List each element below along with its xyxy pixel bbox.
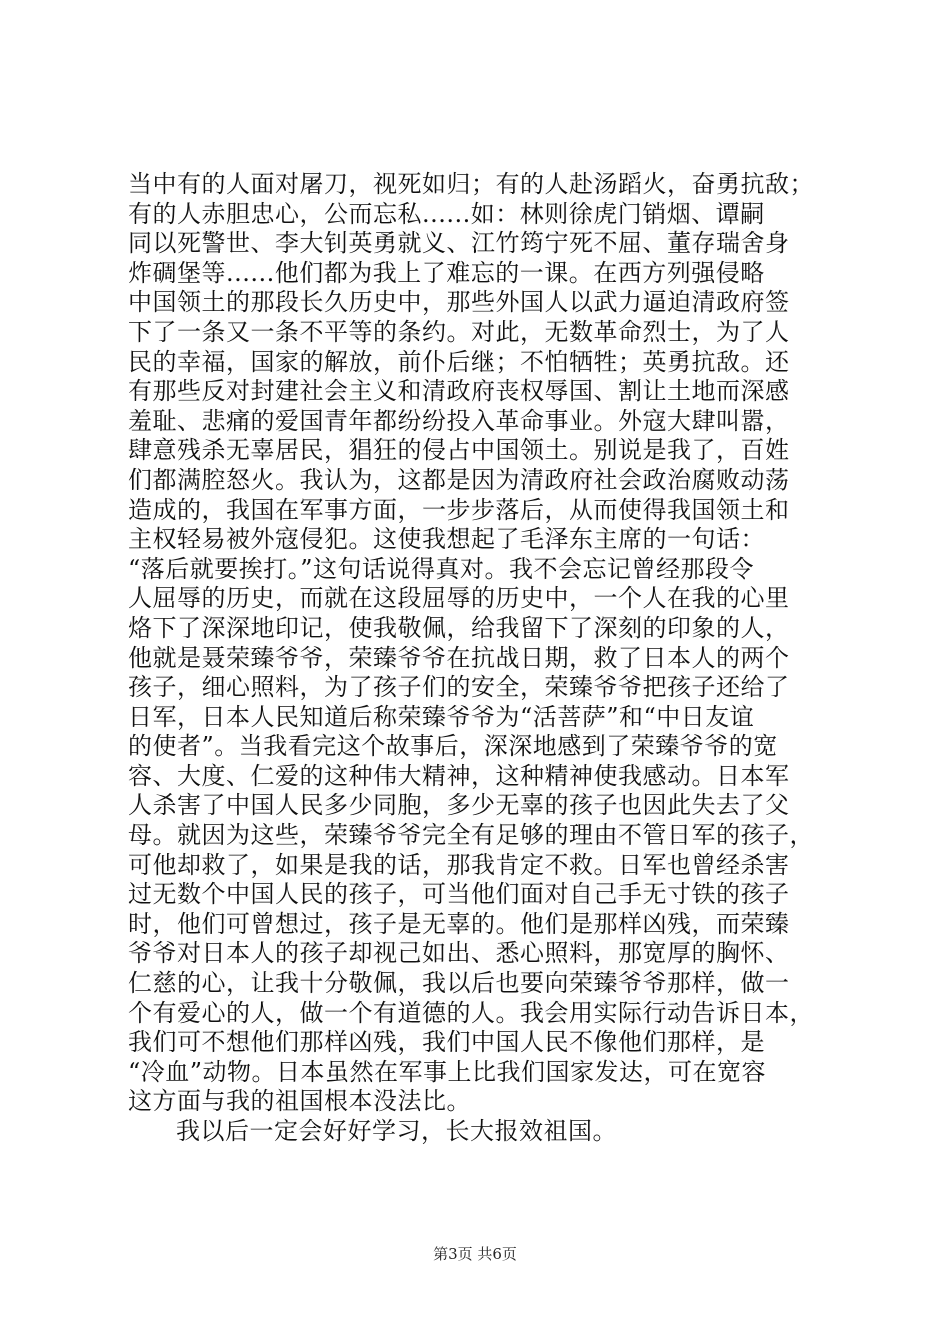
text-line: 羞耻、悲痛的爱国青年都纷纷投入革命事业。外寇大肆叫嚣，	[128, 406, 790, 435]
text-line: 们都满腔怒火。我认为，这都是因为清政府社会政治腐败动荡	[128, 465, 790, 494]
text-line: 有的人赤胆忠心，公而忘私......如：林则徐虎门销烟、谭嗣	[128, 199, 765, 228]
closing-paragraph: 我以后一定会好好学习，长大报效祖国。	[176, 1117, 617, 1145]
text-line: 他就是聂荣臻爷爷，荣臻爷爷在抗战日期，救了日本人的两个	[128, 643, 790, 672]
text-line: 主权轻易被外寇侵犯。这使我想起了毛泽东主席的一句话：	[128, 525, 765, 554]
text-line: 容、大度、仁爱的这种伟大精神，这种精神使我感动。日本军	[128, 761, 790, 790]
text-line: 民的幸福，国家的解放，前仆后继；不怕牺牲；英勇抗敌。还	[128, 347, 790, 376]
text-line: 的使者”。当我看完这个故事后，深深地感到了荣臻爷爷的宽	[128, 732, 778, 761]
text-line: “冷血”动物。日本虽然在军事上比我们国家发达，可在宽容	[128, 1057, 767, 1086]
text-line: 当中有的人面对屠刀，视死如归；有的人赴汤蹈火，奋勇抗敌；	[128, 170, 814, 198]
text-line: 日军，日本人民知道后称荣臻爷爷为“活菩萨”和“中日友谊	[128, 702, 755, 731]
text-line: 炸碉堡等......他们都为我上了难忘的一课。在西方列强侵略	[128, 258, 765, 287]
text-line: 人杀害了中国人民多少同胞，多少无辜的孩子也因此失去了父	[128, 791, 790, 820]
text-line: 个有爱心的人，做一个有道德的人。我会用实际行动告诉日本，	[128, 998, 814, 1027]
text-line: 有那些反对封建社会主义和清政府丧权辱国、割让土地而深感	[128, 377, 790, 406]
text-line: 同以死警世、李大钊英勇就义、江竹筠宁死不屈、董存瑞舍身	[128, 229, 790, 258]
text-line: 时，他们可曾想过，孩子是无辜的。他们是那样凶残，而荣臻	[128, 909, 790, 938]
text-line: 这方面与我的祖国根本没法比。	[128, 1087, 471, 1116]
text-line: 过无数个中国人民的孩子，可当他们面对自己手无寸铁的孩子	[128, 880, 790, 909]
text-line: 造成的，我国在军事方面，一步步落后，从而使得我国领土和	[128, 495, 790, 524]
text-line: “落后就要挨打。”这句话说得真对。我不会忘记曾经那段令	[128, 554, 755, 583]
body-text	[128, 170, 838, 1147]
text-line: 爷爷对日本人的孩子却视己如出、悉心照料，那宽厚的胸怀、	[128, 939, 790, 968]
page-number-footer: 第3页 共6页	[433, 1245, 517, 1263]
text-line: 孩子，细心照料，为了孩子们的安全，荣臻爷爷把孩子还给了	[128, 673, 790, 702]
text-line: 我们可不想他们那样凶残，我们中国人民不像他们那样，是	[128, 1028, 765, 1057]
text-line: 可他却救了，如果是我的话，那我肯定不救。日军也曾经杀害	[128, 850, 790, 879]
text-line: 人屈辱的历史，而就在这段屈辱的历史中，一个人在我的心里	[128, 584, 790, 613]
text-line: 母。就因为这些，荣臻爷爷完全有足够的理由不管日军的孩子，	[128, 821, 814, 850]
text-line: 仁慈的心，让我十分敬佩，我以后也要向荣臻爷爷那样，做一	[128, 969, 790, 998]
text-line: 烙下了深深地印记，使我敬佩，给我留下了深刻的印象的人，	[128, 613, 790, 642]
text-line: 下了一条又一条不平等的条约。对此，无数革命烈士，为了人	[128, 317, 790, 346]
text-line: 中国领土的那段长久历史中，那些外国人以武力逼迫清政府签	[128, 288, 790, 317]
text-line: 肆意残杀无辜居民，猖狂的侵占中国领土。别说是我了，百姓	[128, 436, 790, 465]
